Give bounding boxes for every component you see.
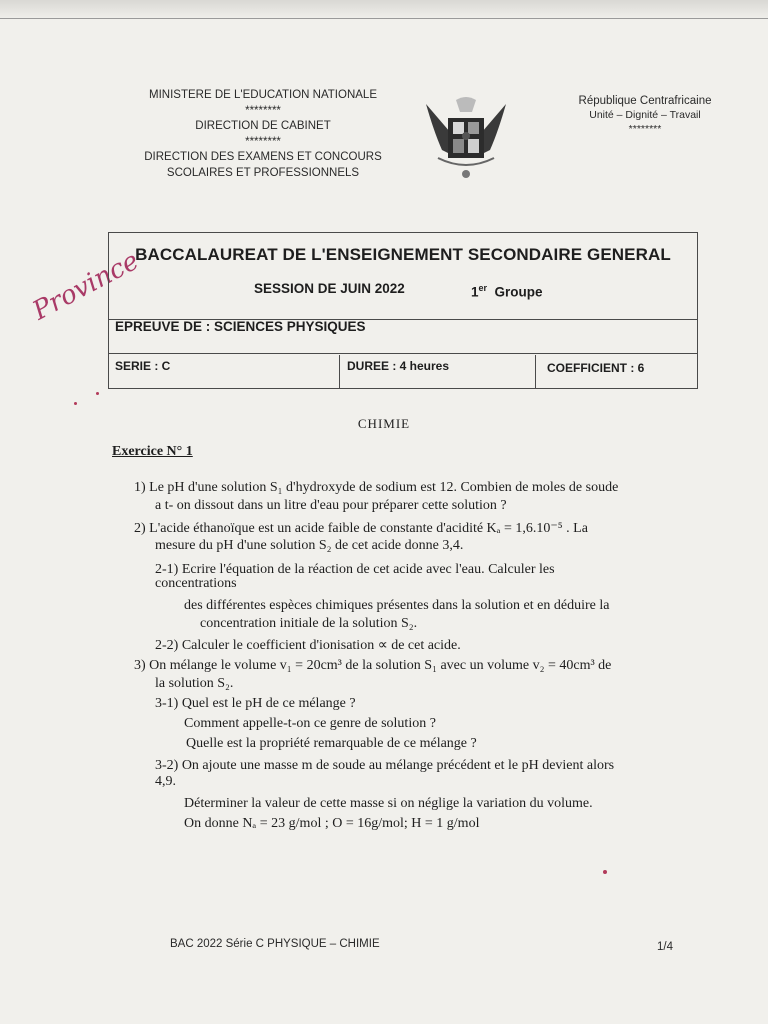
exercise-line: la solution S₂.: [155, 676, 234, 691]
exercise-line: mesure du pH d'une solution S₂ de cet acide donne 3,4.: [155, 538, 464, 553]
exercise-line: 4,9.: [155, 774, 176, 789]
exercise-line: Quelle est la propriété remarquable de ce mélange ?: [186, 736, 477, 751]
republic-separator: ********: [628, 123, 662, 135]
page-number: 1/4: [657, 941, 673, 953]
section-title: CHIMIE: [357, 416, 411, 431]
exercise-line: concentrations: [155, 576, 237, 591]
exercise-title: Exercice N° 1: [112, 444, 193, 459]
group-label: Groupe: [494, 284, 543, 300]
handwritten-note: Province: [28, 245, 144, 327]
exam-subject: EPREUVE DE : SCIENCES PHYSIQUES: [115, 319, 366, 334]
page-top-edge: [0, 0, 768, 19]
exam-header-box: [108, 232, 698, 389]
ministry-line: SCOLAIRES ET PROFESSIONNELS: [166, 166, 360, 179]
exercise-line: 2) L'acide éthanoïque est un acide faible de constante d'acidité Kₐ = 1,6.10⁻⁵ . La: [134, 521, 588, 536]
ministry-line: DIRECTION DE CABINET: [195, 120, 331, 132]
exercise-line: Déterminer la valeur de cette masse si on néglige la variation du volume.: [184, 796, 593, 811]
ministry-separator: ********: [245, 104, 281, 117]
box-column-divider: [535, 355, 536, 388]
exercise-line: On donne Nₐ = 23 g/mol ; O = 16g/mol; H = 1 g/mol: [184, 816, 480, 831]
exercise-line: concentration initiale de la solution S₂.: [200, 616, 418, 631]
exercise-line: des différentes espèces chimiques présentes dans la solution et en déduire la: [184, 598, 610, 613]
exam-title: BACCALAUREAT DE L'ENSEIGNEMENT SECONDAIRE GENERAL: [135, 245, 671, 264]
exam-serie: SERIE : C: [115, 359, 171, 373]
footer-label: BAC 2022 Série C PHYSIQUE – CHIMIE: [170, 938, 380, 950]
box-column-divider: [339, 355, 340, 388]
exam-session: SESSION DE JUIN 2022: [254, 281, 405, 296]
republic-name: République Centrafricaine: [578, 95, 712, 107]
ministry-line: DIRECTION DES EXAMENS ET CONCOURS: [144, 151, 382, 163]
exercise-line: a t- on dissout dans un litre d'eau pour préparer cette solution ?: [155, 498, 507, 513]
group-number: 1: [471, 284, 479, 300]
exercise-line: 1) Le pH d'une solution S₁ d'hydroxyde de sodium est 12. Combien de moles de soude: [134, 480, 619, 495]
republic-header: [560, 94, 730, 136]
coat-of-arms-icon: [420, 92, 512, 184]
ink-mark: [96, 392, 99, 395]
exercise-line: 3) On mélange le volume v₁ = 20cm³ de la solution S₁ avec un volume v₂ = 40cm³ de: [134, 658, 612, 673]
exercise-line: Comment appelle-t-on ce genre de solution ?: [184, 716, 436, 731]
box-divider: [109, 353, 697, 354]
exam-group: [471, 283, 543, 300]
ministry-separator: ********: [245, 135, 281, 148]
group-suffix: er: [478, 283, 488, 293]
ministry-line: MINISTERE DE L'EDUCATION NATIONALE: [149, 89, 377, 101]
exercise-line: 2-2) Calculer le coefficient d'ionisation ∝ de cet acide.: [155, 638, 461, 653]
exercise-line: 3-2) On ajoute une masse m de soude au mélange précédent et le pH devient alors: [155, 758, 615, 773]
republic-motto: Unité – Dignité – Travail: [589, 109, 701, 121]
exercise-line: 2-1) Ecrire l'équation de la réaction de cet acide avec l'eau. Calculer les: [155, 562, 555, 577]
ink-mark: [74, 402, 77, 405]
exam-duration: DUREE : 4 heures: [347, 359, 450, 373]
exam-coefficient: COEFFICIENT : 6: [547, 361, 645, 375]
ministry-header: [118, 88, 408, 181]
exercise-line: 3-1) Quel est le pH de ce mélange ?: [155, 696, 356, 711]
ink-mark: [603, 870, 607, 874]
